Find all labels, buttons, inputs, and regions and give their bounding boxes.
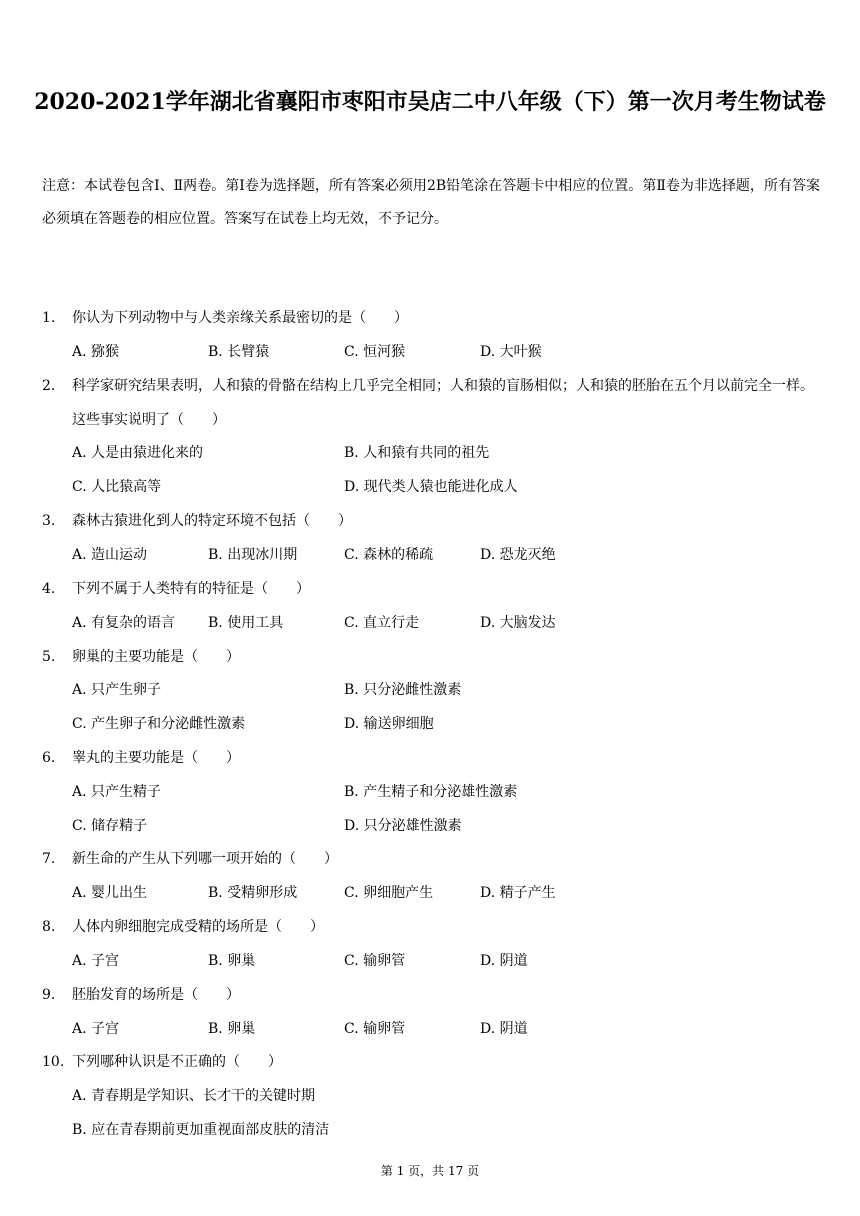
option-d: D. 精子产生	[480, 885, 556, 901]
option-a: A. 只产生卵子	[72, 682, 162, 698]
option-a: A. 子宫	[72, 953, 120, 969]
question-number: 3.	[42, 513, 56, 529]
question-number: 4.	[42, 581, 56, 597]
question-text: 森林古猿进化到人的特定环境不包括（ ）	[72, 513, 352, 529]
question-text: 新生命的产生从下列哪一项开始的（ ）	[72, 851, 338, 867]
option-c: C. 产生卵子和分泌雌性激素	[72, 716, 246, 732]
option-d: D. 恐龙灭绝	[480, 547, 556, 563]
question-text: 睾丸的主要功能是（ ）	[72, 750, 240, 766]
question-text: 卵巢的主要功能是（ ）	[72, 649, 240, 665]
option-a: A. 只产生精子	[72, 784, 162, 800]
question-number: 9.	[42, 987, 56, 1003]
option-b: B. 卵巢	[208, 1021, 256, 1037]
exam-title: 2020-2021学年湖北省襄阳市枣阳市吴店二中八年级（下）第一次月考生物试卷	[34, 89, 826, 115]
option-a: A. 有复杂的语言	[72, 615, 176, 631]
option-d: D. 阴道	[480, 1021, 528, 1037]
page-footer: 第 1 页，共 17 页	[380, 1164, 480, 1178]
question-text: 科学家研究结果表明，人和猿的骨骼在结构上几乎完全相同；人和猿的盲肠相似；人和猿的胚胎在五个月以前完全一样。这些事实说明了（ ）	[72, 378, 814, 428]
question-text: 胚胎发育的场所是（ ）	[72, 987, 240, 1003]
option-c: C. 卵细胞产生	[344, 885, 434, 901]
option-d: D. 现代类人猿也能进化成人	[344, 479, 518, 495]
option-b: B. 受精卵形成	[208, 885, 298, 901]
question-number: 6.	[42, 750, 56, 766]
option-b: B. 应在青春期前更加重视面部皮肤的清洁	[72, 1122, 330, 1138]
option-c: C. 人比猿高等	[72, 479, 162, 495]
option-c: C. 输卵管	[344, 953, 406, 969]
question-number: 5.	[42, 649, 56, 665]
option-d: D. 只分泌雄性激素	[344, 818, 462, 834]
option-b: B. 出现冰川期	[208, 547, 298, 563]
question-text: 人体内卵细胞完成受精的场所是（ ）	[72, 919, 324, 935]
option-a: A. 人是由猿进化来的	[72, 445, 204, 461]
option-d: D. 大脑发达	[480, 615, 556, 631]
question-number: 7.	[42, 851, 56, 867]
option-b: B. 使用工具	[208, 615, 284, 631]
option-c: C. 储存精子	[72, 818, 148, 834]
question-number: 10.	[42, 1054, 65, 1070]
question-text: 下列哪种认识是不正确的（ ）	[72, 1054, 282, 1070]
option-a: A. 猕猴	[72, 344, 120, 360]
option-d: D. 大叶猴	[480, 344, 542, 360]
question-number: 1.	[42, 310, 56, 326]
option-b: B. 产生精子和分泌雄性激素	[344, 784, 518, 800]
option-c: C. 输卵管	[344, 1021, 406, 1037]
option-a: A. 造山运动	[72, 547, 148, 563]
option-a: A. 婴儿出生	[72, 885, 148, 901]
option-a: A. 青春期是学知识、长才干的关键时期	[72, 1088, 316, 1104]
option-a: A. 子宫	[72, 1021, 120, 1037]
option-d: D. 输送卵细胞	[344, 716, 434, 732]
question-number: 8.	[42, 919, 56, 935]
option-c: C. 直立行走	[344, 615, 420, 631]
question-text: 下列不属于人类特有的特征是（ ）	[72, 581, 310, 597]
question-text: 你认为下列动物中与人类亲缘关系最密切的是（ ）	[72, 310, 408, 326]
option-b: B. 卵巢	[208, 953, 256, 969]
option-d: D. 阴道	[480, 953, 528, 969]
option-b: B. 只分泌雌性激素	[344, 682, 462, 698]
option-c: C. 恒河猴	[344, 344, 406, 360]
option-c: C. 森林的稀疏	[344, 547, 434, 563]
option-b: B. 人和猿有共同的祖先	[344, 445, 490, 461]
option-b: B. 长臂猿	[208, 344, 270, 360]
exam-notice: 注意：本试卷包含Ⅰ、Ⅱ两卷。第Ⅰ卷为选择题，所有答案必须用2B铅笔涂在答题卡中相应的位置。第Ⅱ卷为非选择题，所有答案必须填在答题卷的相应位置。答案写在试卷上均无效，不予记分。	[42, 178, 820, 227]
question-number: 2.	[42, 378, 56, 394]
